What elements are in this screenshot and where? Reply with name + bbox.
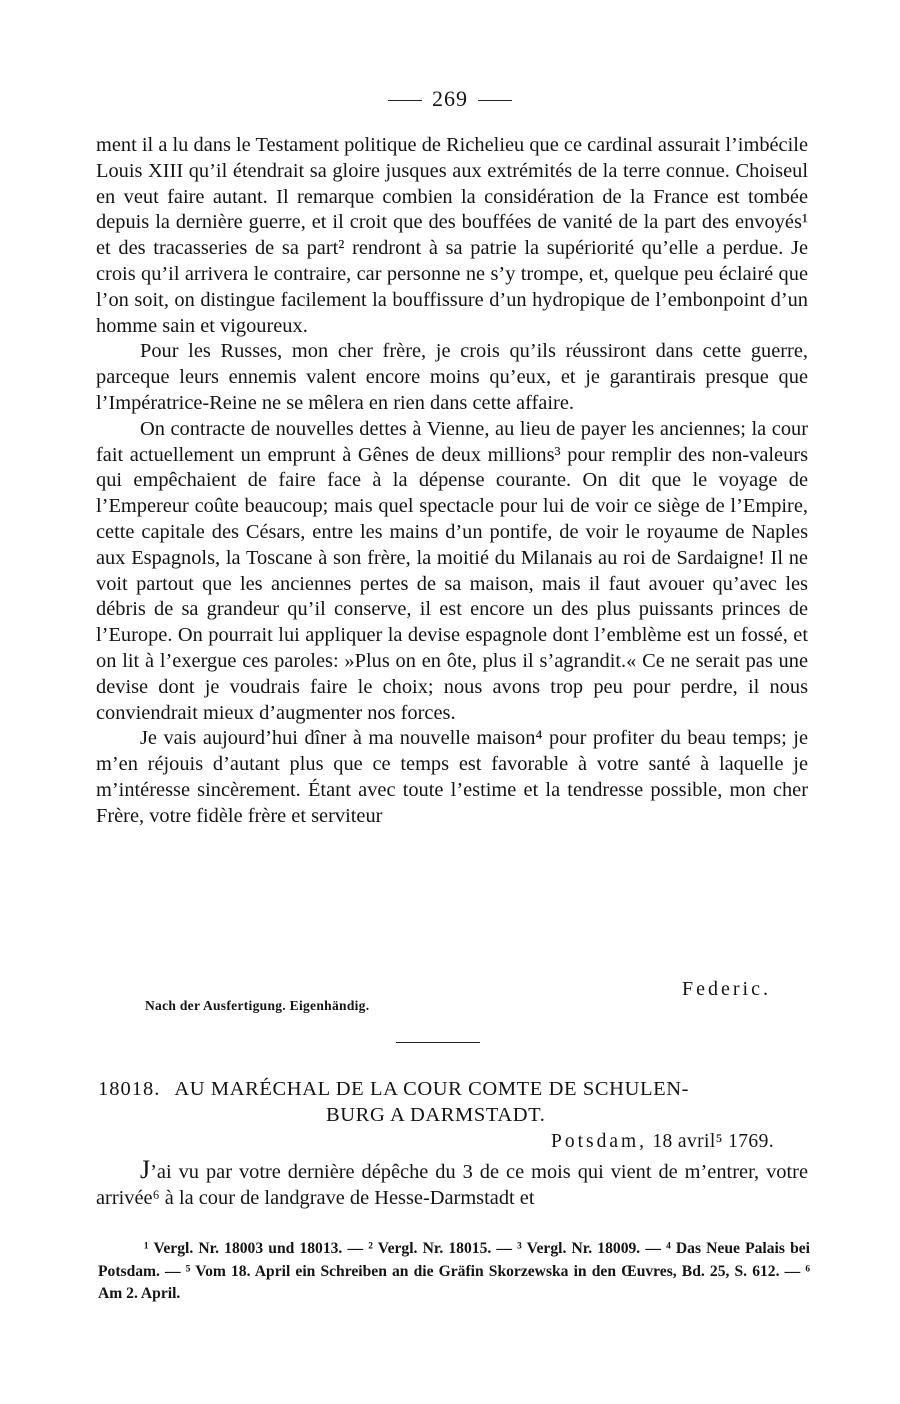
letter-title-line2: BURG A DARMSTADT. bbox=[326, 1104, 546, 1126]
dateline-date: 18 avril⁵ 1769. bbox=[652, 1131, 775, 1152]
letter-body bbox=[96, 133, 808, 830]
paragraph-2: Pour les Russes, mon cher frère, je crois qu’ils réussiront dans cette guerre, parceque leurs ennemis valent encore moins qu’eux, et je garantirais presque que l’Impératrice-Reine ne se mêlera en rien dans cette affaire. bbox=[96, 340, 808, 414]
footnotes-text: ¹ Vergl. Nr. 18003 und 18013. — ² Vergl. Nr. 18015. — ³ Vergl. Nr. 18009. — ⁴ Das Neue Palais bei Potsdam. — ⁵ Vom 18. April ein Schreiben an die Gräfin Skorzewska in den Œuvres, Bd. 25, S. 612. — ⁶ Am 2. April. bbox=[98, 1240, 810, 1302]
section-divider bbox=[396, 1042, 480, 1043]
paragraph-4: Je vais aujourd’hui dîner à ma nouvelle maison⁴ pour profiter du beau temps; je m’en réjouis d’autant plus que ce temps est favorable à votre santé à laquelle je m’intéresse sincèrement. Étant avec toute l’estime et la tendresse possible, mon cher Frère, votre fidèle frère et serviteur bbox=[96, 727, 808, 827]
dateline bbox=[551, 1131, 774, 1153]
page-number-dash-left bbox=[388, 100, 422, 101]
new-letter-body bbox=[96, 1157, 808, 1212]
letter-heading bbox=[98, 1076, 810, 1128]
new-letter-text: ’ai vu par votre dernière dépêche du 3 de ce mois qui vient de m’entrer, votre arrivée⁶ à la cour de landgrave de Hesse-Darmstadt et bbox=[96, 1161, 808, 1209]
page-number-text: 269 bbox=[432, 86, 468, 111]
paragraph-1: ment il a lu dans le Testament politique de Richelieu que ce cardinal assurait l’imbécile Louis XIII qu’il étendrait sa gloire jusques aux extrémités de la terre connue. Choiseul en veut faire autant. Il remarque combien la considération de la France est tombée depuis la dernière guerre, et il croit que des bouffées de vanité de la part des envoyés¹ et des tracasseries de sa part² rendront à sa patrie la supériorité qu’elle a perdue. Je crois qu’il arrivera le contraire, car personne ne s’y trompe, et, quelque peu éclairé que l’on soit, on distingue facilement la bouffissure d’un hydropique de l’embonpoint d’un homme sain et vigoureux. bbox=[96, 134, 808, 337]
drop-initial: J bbox=[140, 1155, 151, 1184]
paragraph-3: On contracte de nouvelles dettes à Vienne, au lieu de payer les anciennes; la cour fait actuellement un emprunt à Gênes de deux millions³ pour remplir des non-valeurs qui empêchaient de faire face à la dépense courante. On dit que le voyage de l’Empereur coûte beaucoup; mais quel spectacle pour lui de voir ce siège de l’Empire, cette capitale des Césars, entre les mains d’un pontife, de voir le royaume de Naples aux Espagnols, la Toscane à son frère, la moitié du Milanais au roi de Sardaigne! Il ne voit partout que les anciennes pertes de sa maison, mais il faut avouer qu’avec les débris de sa grandeur qu’il conserve, il est encore un des plus puissants princes de l’Europe. On pourrait lui appliquer la devise espagnole dont l’emblème est un fossé, et on lit à l’exergue ces paroles: »Plus on en ôte, plus il s’agrandit.« Ce ne serait pas une devise dont je voudrais faire le choix; nous avons trop peu pour perdre, il nous conviendrait mieux d’augmenter nos forces. bbox=[96, 417, 808, 724]
dateline-place: Potsdam, bbox=[551, 1131, 648, 1152]
page-number bbox=[0, 86, 900, 112]
letter-title-line1: AU MARÉCHAL DE LA COUR COMTE DE SCHULEN- bbox=[174, 1078, 690, 1100]
source-note: Nach der Ausfertigung. Eigenhändig. bbox=[145, 998, 370, 1013]
page-number-dash-right bbox=[478, 100, 512, 101]
new-letter-paragraph bbox=[96, 1157, 808, 1212]
signature: Federic. bbox=[682, 978, 771, 1000]
letter-number: 18018. bbox=[98, 1078, 161, 1100]
footnotes bbox=[98, 1238, 810, 1306]
